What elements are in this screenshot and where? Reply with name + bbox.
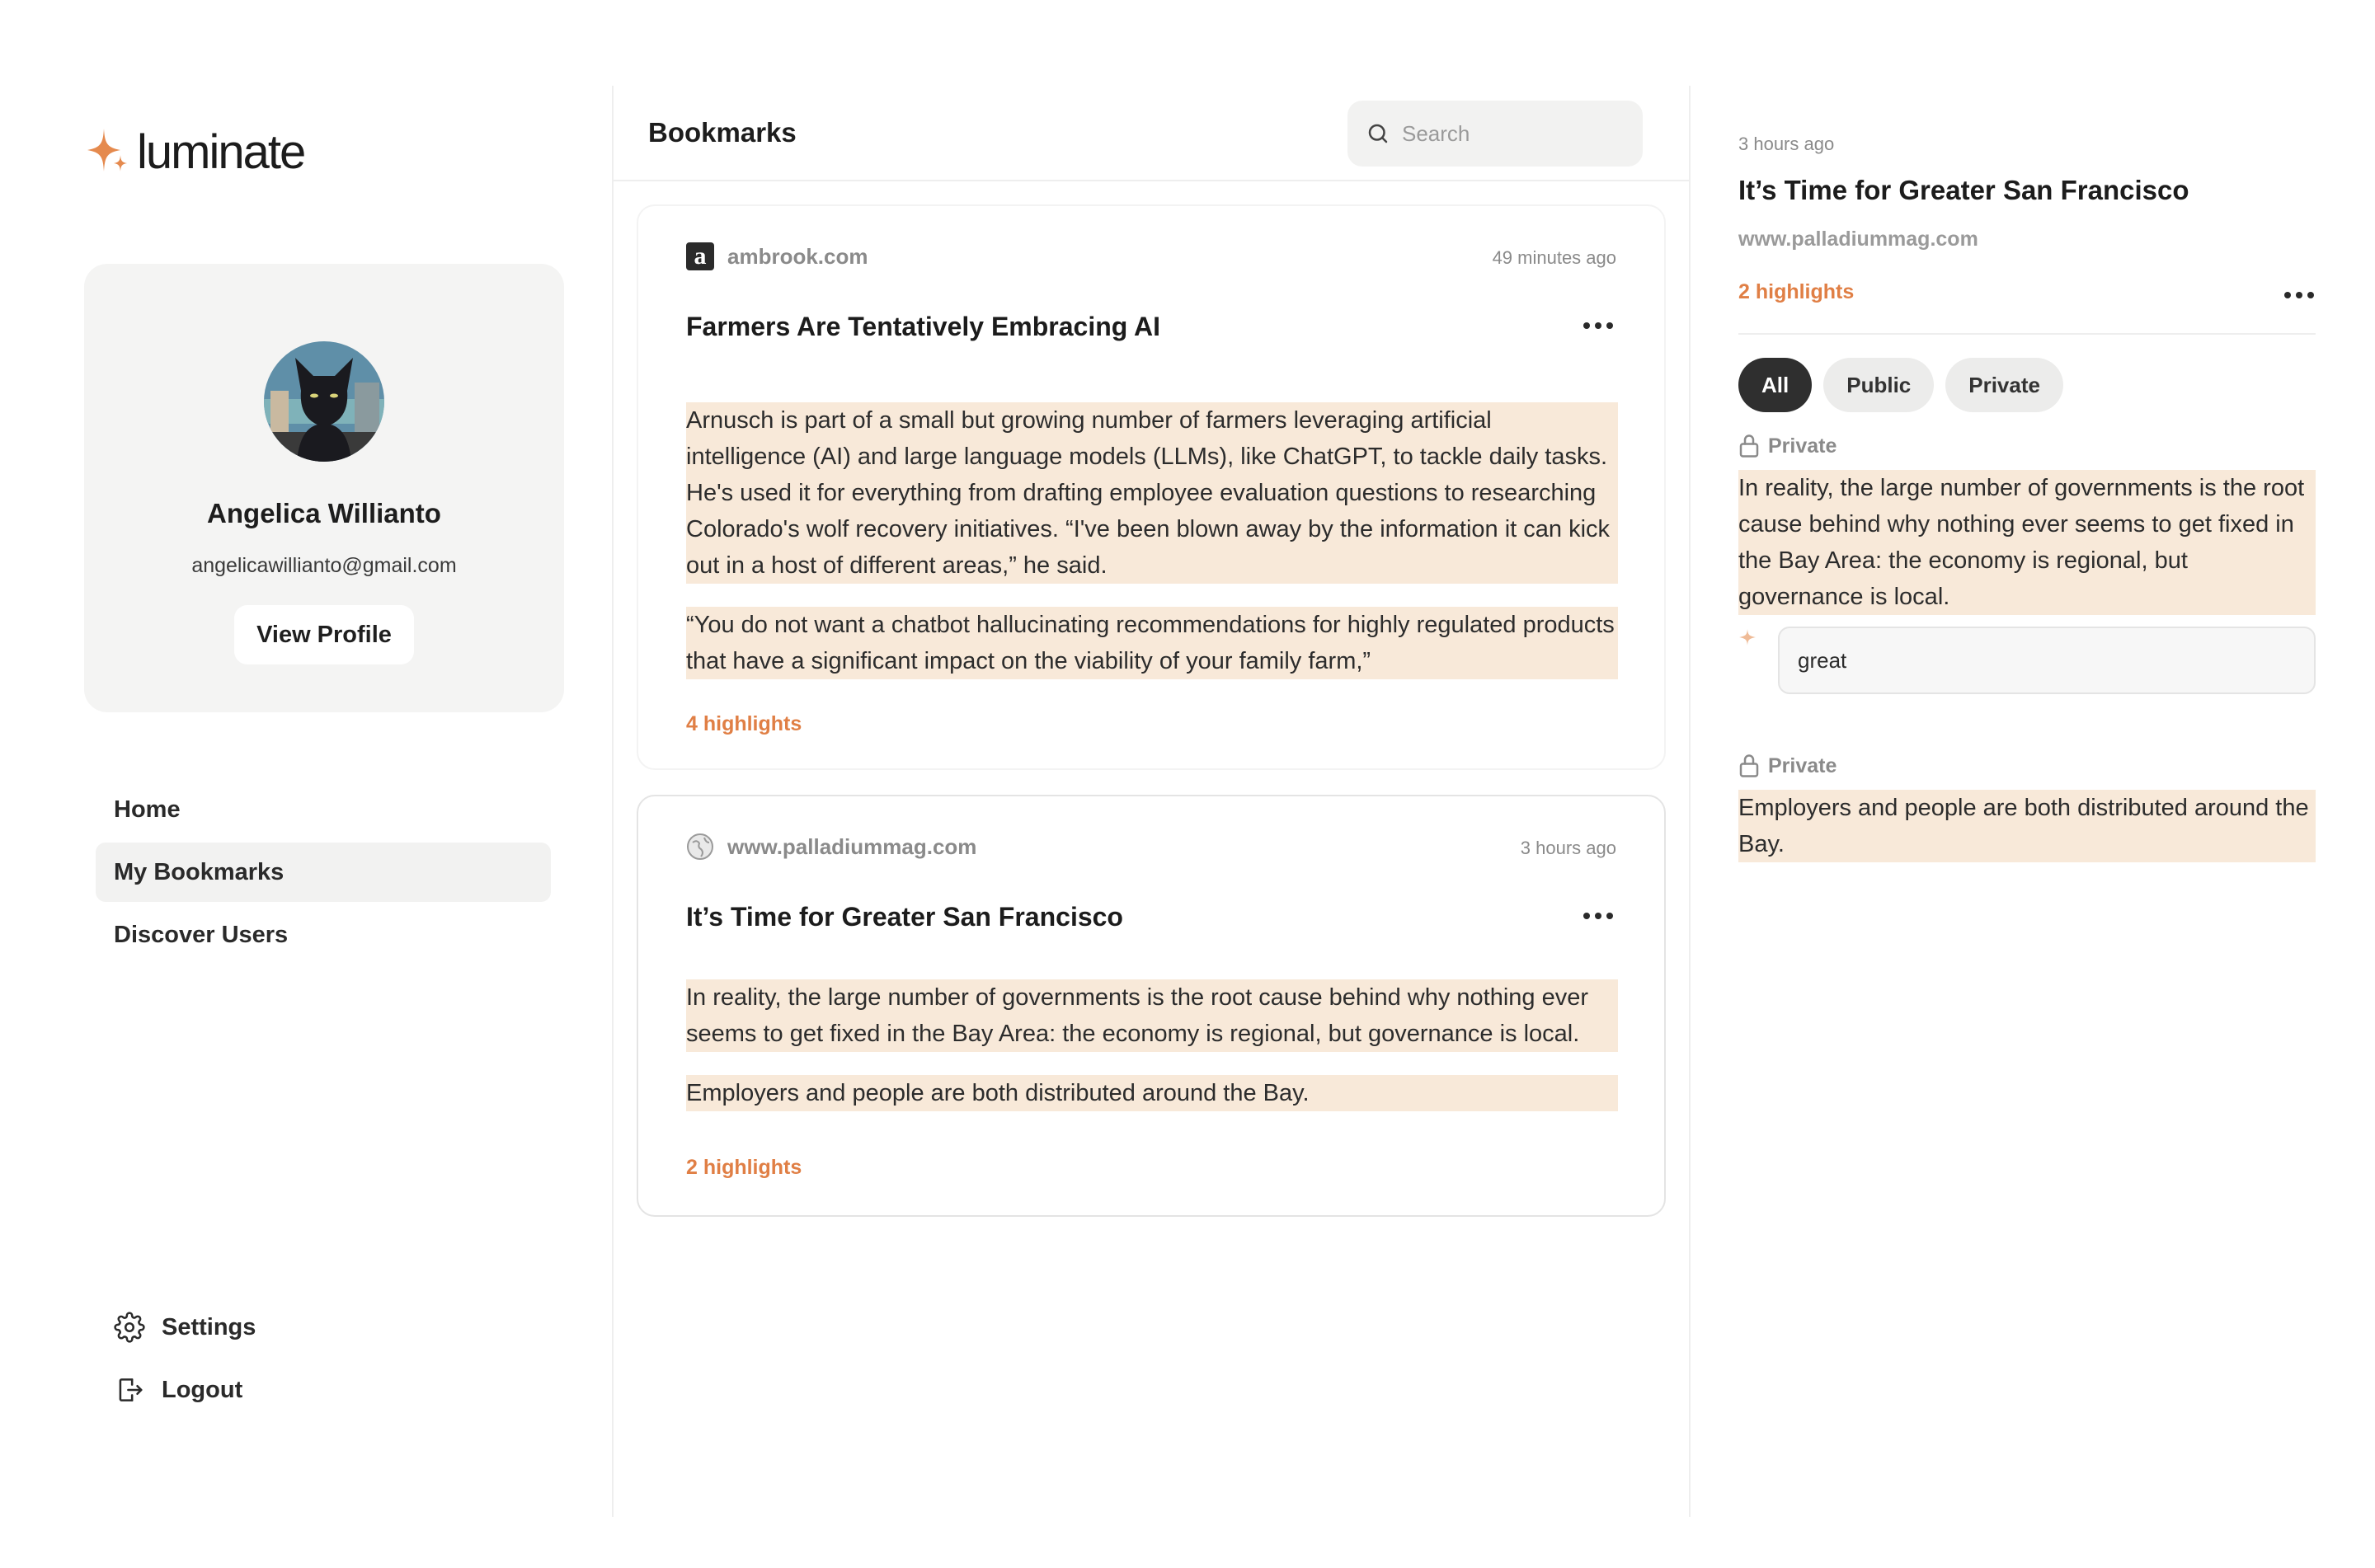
bookmark-time: 49 minutes ago — [1492, 247, 1616, 268]
dot — [1595, 913, 1601, 919]
logout-label: Logout — [162, 1376, 243, 1403]
bookmark-time: 3 hours ago — [1520, 838, 1616, 858]
nav-item-discover-users[interactable]: Discover Users — [114, 921, 289, 948]
settings-label: Settings — [162, 1313, 256, 1340]
detail-title: It’s Time for Greater San Francisco — [1738, 175, 2189, 205]
bookmark-source[interactable] — [686, 833, 976, 861]
search-box[interactable] — [1347, 101, 1643, 167]
detail-url[interactable]: www.palladiummag.com — [1738, 228, 1978, 251]
black-cat-avatar-icon — [264, 341, 384, 462]
highlight-count-link[interactable]: 4 highlights — [686, 712, 802, 735]
source-domain: ambrook.com — [727, 243, 868, 269]
highlight-text: Employers and people are both distributed around the Bay. — [1738, 790, 2316, 862]
bookmark-title[interactable]: Farmers Are Tentatively Embracing AI — [686, 312, 1161, 341]
dot — [1583, 322, 1590, 329]
highlight-text: In reality, the large number of governments is the root cause behind why nothing ever seems to get fixed in the Bay Area: the economy is regional, but governance is local. — [1738, 470, 2316, 615]
logout-icon — [114, 1374, 145, 1406]
visibility-label — [1738, 753, 1837, 778]
nav-item-my-bookmarks[interactable]: My Bookmarks — [96, 843, 551, 902]
bookmark-source[interactable] — [686, 242, 868, 270]
bookmark-title[interactable]: It’s Time for Greater San Francisco — [686, 902, 1123, 932]
sidebar — [0, 86, 614, 1517]
dot — [2284, 292, 2291, 298]
highlight-count-link[interactable]: 2 highlights — [686, 1156, 802, 1179]
app-name: luminate — [137, 124, 305, 179]
detail-highlight-count: 2 highlights — [1738, 280, 1855, 303]
sparkle-logo-icon — [86, 125, 132, 178]
more-options-button[interactable] — [1578, 313, 1618, 338]
highlight-text: “You do not want a chatbot hallucinating recommendations for highly regulated products that have a significant impact on the viability of your family farm,” — [686, 607, 1618, 679]
visibility-label — [1738, 434, 1837, 458]
main-nav — [96, 780, 551, 968]
visibility-text: Private — [1768, 753, 1837, 777]
profile-card — [84, 264, 564, 712]
bookmark-card[interactable] — [637, 204, 1666, 770]
dot — [1595, 322, 1601, 329]
divider — [612, 86, 614, 1517]
source-domain: www.palladiummag.com — [727, 833, 977, 859]
highlight-text: Employers and people are both distributed around the Bay. — [686, 1075, 1618, 1111]
detail-time: 3 hours ago — [1738, 134, 1835, 154]
settings-link[interactable] — [114, 1296, 256, 1359]
main-header — [614, 86, 1689, 181]
app-logo[interactable] — [86, 119, 304, 185]
search-input[interactable] — [1402, 121, 1633, 147]
dot — [1606, 322, 1613, 329]
lock-icon — [1738, 434, 1760, 458]
visibility-filter — [1738, 358, 2063, 412]
highlight-text: Arnusch is part of a small but growing number of farmers leveraging artificial intelligence (AI) and large language models (LLMs), like ChatGPT, to tackle daily tasks. He's used it for everything from drafting employee evaluation questions to researching Colorado's wolf recovery initiatives. “I've been blown away by the information it can kick out in a host of different areas,” he said. — [686, 402, 1618, 584]
page-title: Bookmarks — [648, 117, 797, 148]
ambrook-a-icon: a — [686, 242, 714, 270]
globe-icon — [686, 833, 714, 861]
avatar[interactable] — [264, 341, 384, 462]
detail-panel — [1691, 86, 2375, 1517]
highlight-text: In reality, the large number of governments is the root cause behind why nothing ever seems to get fixed in the Bay Area: the economy is regional, but governance is local. — [686, 979, 1618, 1052]
filter-private-button[interactable]: Private — [1945, 358, 2063, 412]
visibility-text: Private — [1768, 434, 1837, 458]
more-options-button[interactable] — [2279, 287, 2319, 303]
profile-email: angelicawillianto@gmail.com — [191, 554, 457, 577]
dot — [1583, 913, 1590, 919]
dot — [2307, 292, 2314, 298]
filter-public-button[interactable]: Public — [1823, 358, 1934, 412]
search-icon — [1366, 121, 1390, 146]
sparkle-icon — [1738, 628, 1757, 646]
lock-icon — [1738, 753, 1760, 778]
bookmark-card[interactable] — [637, 795, 1666, 1217]
filter-all-button[interactable]: All — [1738, 358, 1812, 412]
gear-icon — [114, 1312, 145, 1343]
note-field[interactable]: great — [1778, 627, 2316, 694]
logout-link[interactable] — [114, 1359, 256, 1421]
nav-item-home[interactable]: Home — [114, 796, 181, 823]
view-profile-button[interactable]: View Profile — [234, 605, 414, 664]
dot — [1606, 913, 1613, 919]
account-nav — [114, 1296, 256, 1421]
dot — [2296, 292, 2302, 298]
more-options-button[interactable] — [1578, 904, 1618, 928]
profile-name: Angelica Willianto — [207, 498, 441, 528]
divider — [1738, 333, 2316, 335]
